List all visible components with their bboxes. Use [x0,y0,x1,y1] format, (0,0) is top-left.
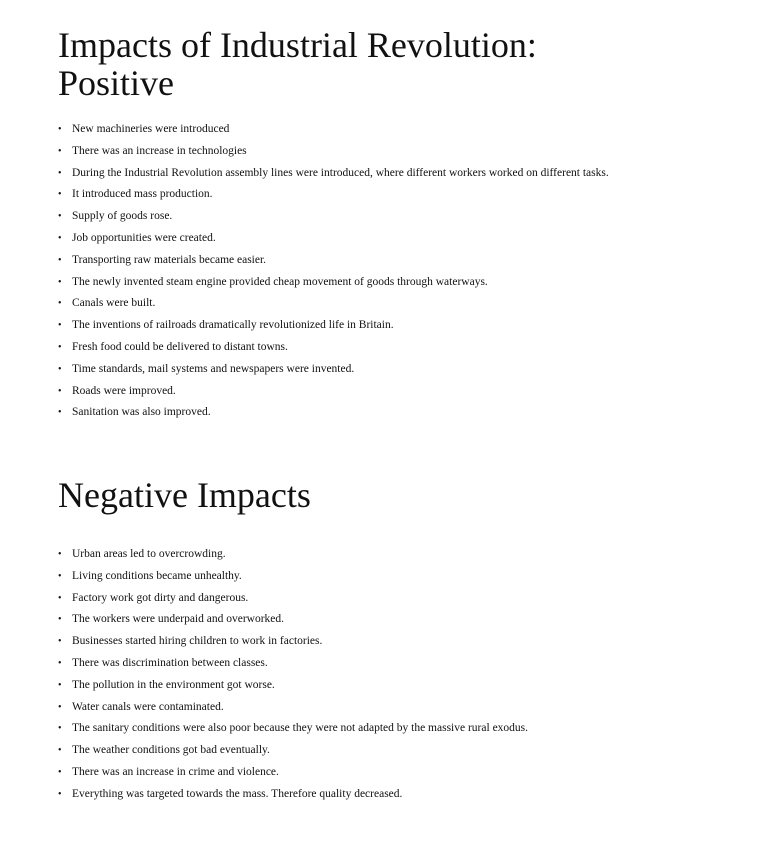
list-item-text: The sanitary conditions were also poor because they were not adapted by the massive rural exodus. [72,722,529,735]
bullet-icon: • [58,549,62,560]
list-item [58,740,748,762]
list-item [58,119,748,141]
list-item [58,609,748,631]
list-item-text: Everything was targeted towards the mass. Therefore quality decreased. [72,787,403,800]
positive-impacts-list [58,119,748,424]
list-item [58,228,748,250]
list-item [58,315,748,337]
heading-line-2: Positive [58,63,175,103]
list-item-text: Urban areas led to overcrowding. [72,548,226,560]
heading-line: Negative Impacts [58,475,311,515]
list-item [58,566,748,588]
bullet-icon: • [58,723,62,735]
list-item [58,675,748,697]
negative-impacts-heading [58,476,748,514]
bullet-icon: • [58,570,62,582]
list-item-text: It introduced mass production. [72,188,213,201]
list-item-text: Sanitation was also improved. [72,406,211,419]
bullet-icon: • [58,167,62,179]
bullet-icon: • [58,124,62,135]
positive-impacts-heading [58,26,748,102]
list-item [58,544,748,566]
list-item-text: Canals were built. [72,297,156,310]
bullet-icon: • [58,745,62,757]
list-item [58,718,748,740]
list-item-text: During the Industrial Revolution assembly lines were introduced, where different workers worked on different tasks. [72,166,609,179]
list-item [58,784,748,806]
list-item [58,402,748,424]
list-item-text: There was an increase in crime and violence. [72,765,279,778]
bullet-icon: • [58,788,62,800]
list-item [58,697,748,719]
list-item-text: Fresh food could be delivered to distant towns. [72,340,288,353]
list-item [58,381,748,403]
list-item-text: Factory work got dirty and dangerous. [72,591,249,604]
bullet-icon: • [58,679,62,691]
list-item-text: There was an increase in technologies [72,144,247,157]
bullet-icon: • [58,211,62,223]
list-item-text: There was discrimination between classes. [72,656,268,669]
bullet-icon: • [58,385,62,397]
bullet-icon: • [58,766,62,778]
positive-impacts-section [58,26,748,424]
list-item-text: The newly invented steam engine provided cheap movement of goods through waterways. [72,275,488,288]
list-item-text: Supply of goods rose. [72,210,173,223]
list-item-text: Job opportunities were created. [72,231,216,244]
negative-impacts-list [58,544,748,806]
list-item-text: Time standards, mail systems and newspapers were invented. [72,362,355,375]
list-item [58,293,748,315]
list-item [58,163,748,185]
bullet-icon: • [58,320,62,332]
list-item [58,141,748,163]
bullet-icon: • [58,341,62,353]
list-item [58,359,748,381]
list-item [58,631,748,653]
bullet-icon: • [58,407,62,419]
bullet-icon: • [58,232,62,244]
list-item-text: Businesses started hiring children to work in factories. [72,635,323,648]
list-item-text: The pollution in the environment got worse. [72,678,275,691]
bullet-icon: • [58,298,62,310]
list-item [58,588,748,610]
list-item-text: The inventions of railroads dramatically revolutionized life in Britain. [72,319,394,332]
list-item-text: Roads were improved. [72,384,176,397]
bullet-icon: • [58,701,62,713]
bullet-icon: • [58,189,62,201]
bullet-icon: • [58,614,62,626]
list-item-text: The weather conditions got bad eventually. [72,744,270,757]
list-item-text: Living conditions became unhealthy. [72,569,242,582]
list-item [58,337,748,359]
bullet-icon: • [58,145,62,157]
list-item [58,653,748,675]
list-item [58,206,748,228]
list-item-text: New machineries were introduced [72,123,230,135]
bullet-icon: • [58,254,62,266]
list-item [58,272,748,294]
bullet-icon: • [58,592,62,604]
heading-line-1: Impacts of Industrial Revolution: [58,25,537,65]
bullet-icon: • [58,276,62,288]
list-item-text: Water canals were contaminated. [72,700,224,713]
list-item-text: The workers were underpaid and overworked. [72,613,285,626]
list-item [58,762,748,784]
bullet-icon: • [58,363,62,375]
list-item [58,184,748,206]
negative-impacts-section [58,476,748,806]
bullet-icon: • [58,657,62,669]
bullet-icon: • [58,636,62,648]
list-item-text: Transporting raw materials became easier. [72,253,267,266]
list-item [58,250,748,272]
